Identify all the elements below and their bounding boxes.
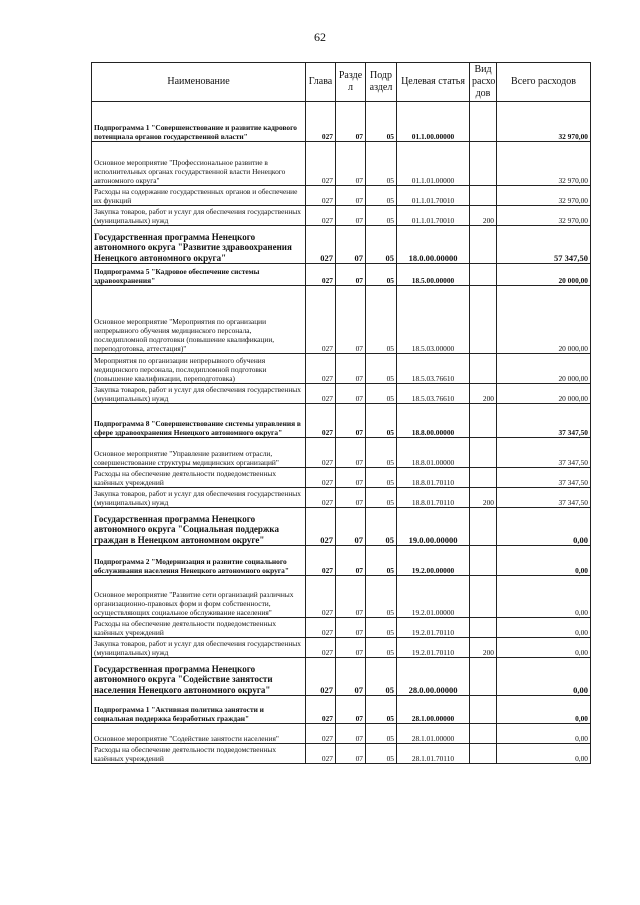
row-target: 28.1.01.70110 [397,744,470,764]
row-subsection: 05 [366,658,397,696]
row-chapter: 027 [306,508,336,546]
row-name: Основное мероприятие "Развитие сети организаций различных организационно-правовых форм и форм собственности, осуществляющих социальное обслуживание населения" [92,576,306,618]
header-subsection: Подр аздел [366,63,397,102]
row-subsection: 05 [366,696,397,724]
row-section: 07 [336,508,366,546]
row-section: 07 [336,102,366,142]
row-target: 19.0.00.00000 [397,508,470,546]
row-expense-type: 200 [470,638,497,658]
row-target: 19.2.01.70110 [397,618,470,638]
row-target: 18.8.01.70110 [397,468,470,488]
row-chapter: 027 [306,468,336,488]
header-target: Целевая статья [397,63,470,102]
row-subsection: 05 [366,186,397,206]
row-chapter: 027 [306,638,336,658]
row-subsection: 05 [366,744,397,764]
row-name: Закупка товаров, работ и услуг для обеспечения государственных (муниципальных) нужд [92,638,306,658]
row-chapter: 027 [306,724,336,744]
row-section: 07 [336,638,366,658]
row-section: 07 [336,206,366,226]
header-chapter: Глава [306,63,336,102]
row-chapter: 027 [306,226,336,264]
row-target: 28.1.00.00000 [397,696,470,724]
row-chapter: 027 [306,576,336,618]
row-section: 07 [336,724,366,744]
table-row [92,696,591,724]
table-row [92,206,591,226]
page-number: 62 [314,30,326,44]
row-subsection: 05 [366,576,397,618]
row-total: 0,00 [497,658,591,696]
row-section: 07 [336,384,366,404]
row-total: 0,00 [497,508,591,546]
table-row [92,142,591,186]
row-section: 07 [336,264,366,286]
row-total: 20 000,00 [497,384,591,404]
header-expense-type: Вид расхо дов [470,63,497,102]
row-subsection: 05 [366,618,397,638]
table-row [92,508,591,546]
row-name: Государственная программа Ненецкого автономного округа "Развитие здравоохранения Ненецкого автономного округа" [92,226,306,264]
row-expense-type [470,438,497,468]
row-subsection: 05 [366,142,397,186]
row-target: 18.8.01.00000 [397,438,470,468]
header-name: Наименование [92,63,306,102]
row-subsection: 05 [366,638,397,658]
row-name: Подпрограмма 5 "Кадровое обеспечение системы здравоохранения" [92,264,306,286]
row-total: 0,00 [497,618,591,638]
row-name: Государственная программа Ненецкого автономного округа "Социальная поддержка граждан в Ненецком автономном округе" [92,508,306,546]
table-row [92,186,591,206]
table-row [92,744,591,764]
row-section: 07 [336,404,366,438]
row-name: Основное мероприятие "Мероприятия по организации непрерывного обучения медицинского персонала, последипломной подготовки (повышение квалификации, переподготовка, аттестация)" [92,286,306,354]
row-expense-type: 200 [470,206,497,226]
row-section: 07 [336,744,366,764]
row-total: 0,00 [497,724,591,744]
row-subsection: 05 [366,508,397,546]
row-subsection: 05 [366,384,397,404]
row-section: 07 [336,468,366,488]
row-total: 37 347,50 [497,488,591,508]
row-name: Расходы на содержание государственных органов и обеспечение их функций [92,186,306,206]
row-expense-type [470,226,497,264]
table-row [92,438,591,468]
table-row [92,286,591,354]
row-name: Закупка товаров, работ и услуг для обеспечения государственных (муниципальных) нужд [92,488,306,508]
row-subsection: 05 [366,404,397,438]
row-expense-type [470,286,497,354]
row-target: 18.8.01.70110 [397,488,470,508]
row-chapter: 027 [306,206,336,226]
row-expense-type [470,264,497,286]
row-name: Закупка товаров, работ и услуг для обеспечения государственных (муниципальных) нужд [92,384,306,404]
row-target: 18.5.03.76610 [397,384,470,404]
row-total: 32 970,00 [497,186,591,206]
row-name: Основное мероприятие "Управление развитием отрасли, совершенствование структуры медицинских организаций" [92,438,306,468]
row-target: 01.1.01.00000 [397,142,470,186]
row-target: 18.0.00.00000 [397,226,470,264]
row-chapter: 027 [306,696,336,724]
row-total: 32 970,00 [497,102,591,142]
row-chapter: 027 [306,264,336,286]
row-chapter: 027 [306,384,336,404]
row-expense-type [470,354,497,384]
row-target: 01.1.01.70010 [397,206,470,226]
row-chapter: 027 [306,102,336,142]
row-section: 07 [336,142,366,186]
row-total: 37 347,50 [497,404,591,438]
row-expense-type [470,546,497,576]
row-target: 01.1.01.70010 [397,186,470,206]
row-section: 07 [336,226,366,264]
row-expense-type: 200 [470,384,497,404]
row-target: 18.8.00.00000 [397,404,470,438]
table-body [92,102,591,764]
row-subsection: 05 [366,546,397,576]
row-expense-type [470,142,497,186]
row-total: 57 347,50 [497,226,591,264]
row-target: 01.1.00.00000 [397,102,470,142]
table-row [92,384,591,404]
row-expense-type [470,186,497,206]
row-section: 07 [336,696,366,724]
row-total: 20 000,00 [497,354,591,384]
table-row [92,724,591,744]
table-row [92,354,591,384]
table-header-row [92,63,591,102]
row-section: 07 [336,186,366,206]
row-total: 32 970,00 [497,206,591,226]
row-name: Расходы на обеспечение деятельности подведомственных казённых учреждений [92,618,306,638]
table-row [92,638,591,658]
row-subsection: 05 [366,226,397,264]
row-expense-type [470,724,497,744]
row-total: 20 000,00 [497,286,591,354]
row-chapter: 027 [306,546,336,576]
row-target: 19.2.01.00000 [397,576,470,618]
row-name: Расходы на обеспечение деятельности подведомственных казённых учреждений [92,744,306,764]
row-chapter: 027 [306,354,336,384]
row-name: Подпрограмма 1 "Совершенствование и развитие кадрового потенциала органов государственной власти" [92,102,306,142]
row-total: 37 347,50 [497,468,591,488]
table-row [92,264,591,286]
row-name: Государственная программа Ненецкого автономного округа "Содействие занятости населения Ненецкого автономного округа" [92,658,306,696]
row-section: 07 [336,354,366,384]
row-chapter: 027 [306,404,336,438]
row-chapter: 027 [306,488,336,508]
table-row [92,618,591,638]
row-expense-type: 200 [470,488,497,508]
header-section: Разде л [336,63,366,102]
row-expense-type [470,618,497,638]
row-chapter: 027 [306,658,336,696]
row-subsection: 05 [366,206,397,226]
row-target: 19.2.01.70110 [397,638,470,658]
row-chapter: 027 [306,286,336,354]
row-name: Основное мероприятие "Содействие занятости населения" [92,724,306,744]
row-target: 18.5.03.76610 [397,354,470,384]
row-section: 07 [336,618,366,638]
row-total: 32 970,00 [497,142,591,186]
row-total: 0,00 [497,744,591,764]
row-expense-type [470,468,497,488]
budget-table [91,62,591,764]
row-chapter: 027 [306,186,336,206]
row-total: 0,00 [497,576,591,618]
row-chapter: 027 [306,142,336,186]
row-section: 07 [336,488,366,508]
row-subsection: 05 [366,724,397,744]
row-chapter: 027 [306,618,336,638]
row-target: 19.2.00.00000 [397,546,470,576]
row-chapter: 027 [306,744,336,764]
row-expense-type [470,404,497,438]
row-total: 0,00 [497,638,591,658]
row-subsection: 05 [366,264,397,286]
row-section: 07 [336,546,366,576]
row-section: 07 [336,576,366,618]
row-expense-type [470,102,497,142]
table-row [92,226,591,264]
table-row [92,658,591,696]
table-row [92,576,591,618]
row-subsection: 05 [366,438,397,468]
row-target: 28.1.01.00000 [397,724,470,744]
row-expense-type [470,658,497,696]
row-total: 37 347,50 [497,438,591,468]
row-target: 28.0.00.00000 [397,658,470,696]
row-expense-type [470,696,497,724]
row-target: 18.5.03.00000 [397,286,470,354]
row-expense-type [470,508,497,546]
row-name: Закупка товаров, работ и услуг для обеспечения государственных (муниципальных) нужд [92,206,306,226]
table-row [92,546,591,576]
row-name: Подпрограмма 8 "Совершенствование системы управления в сфере здравоохранения Ненецкого автономного округа" [92,404,306,438]
table-row [92,102,591,142]
row-name: Расходы на обеспечение деятельности подведомственных казённых учреждений [92,468,306,488]
row-subsection: 05 [366,354,397,384]
row-total: 20 000,00 [497,264,591,286]
row-subsection: 05 [366,102,397,142]
row-subsection: 05 [366,286,397,354]
row-total: 0,00 [497,696,591,724]
row-subsection: 05 [366,488,397,508]
row-expense-type [470,576,497,618]
row-subsection: 05 [366,468,397,488]
row-section: 07 [336,286,366,354]
table-row [92,404,591,438]
table-row [92,468,591,488]
row-target: 18.5.00.00000 [397,264,470,286]
header-total: Всего расходов [497,63,591,102]
row-expense-type [470,744,497,764]
row-name: Основное мероприятие "Профессиональное развитие в исполнительных органах государственной власти Ненецкого автономного округа" [92,142,306,186]
row-section: 07 [336,438,366,468]
row-name: Подпрограмма 1 "Активная политика занятости и социальная поддержка безработных граждан" [92,696,306,724]
row-total: 0,00 [497,546,591,576]
row-section: 07 [336,658,366,696]
row-name: Подпрограмма 2 "Модернизация и развитие социального обслуживания населения Ненецкого автономного округа" [92,546,306,576]
row-chapter: 027 [306,438,336,468]
table-row [92,488,591,508]
row-name: Мероприятия по организации непрерывного обучения медицинского персонала, последипломной подготовки (повышение квалификации, переподготовка) [92,354,306,384]
